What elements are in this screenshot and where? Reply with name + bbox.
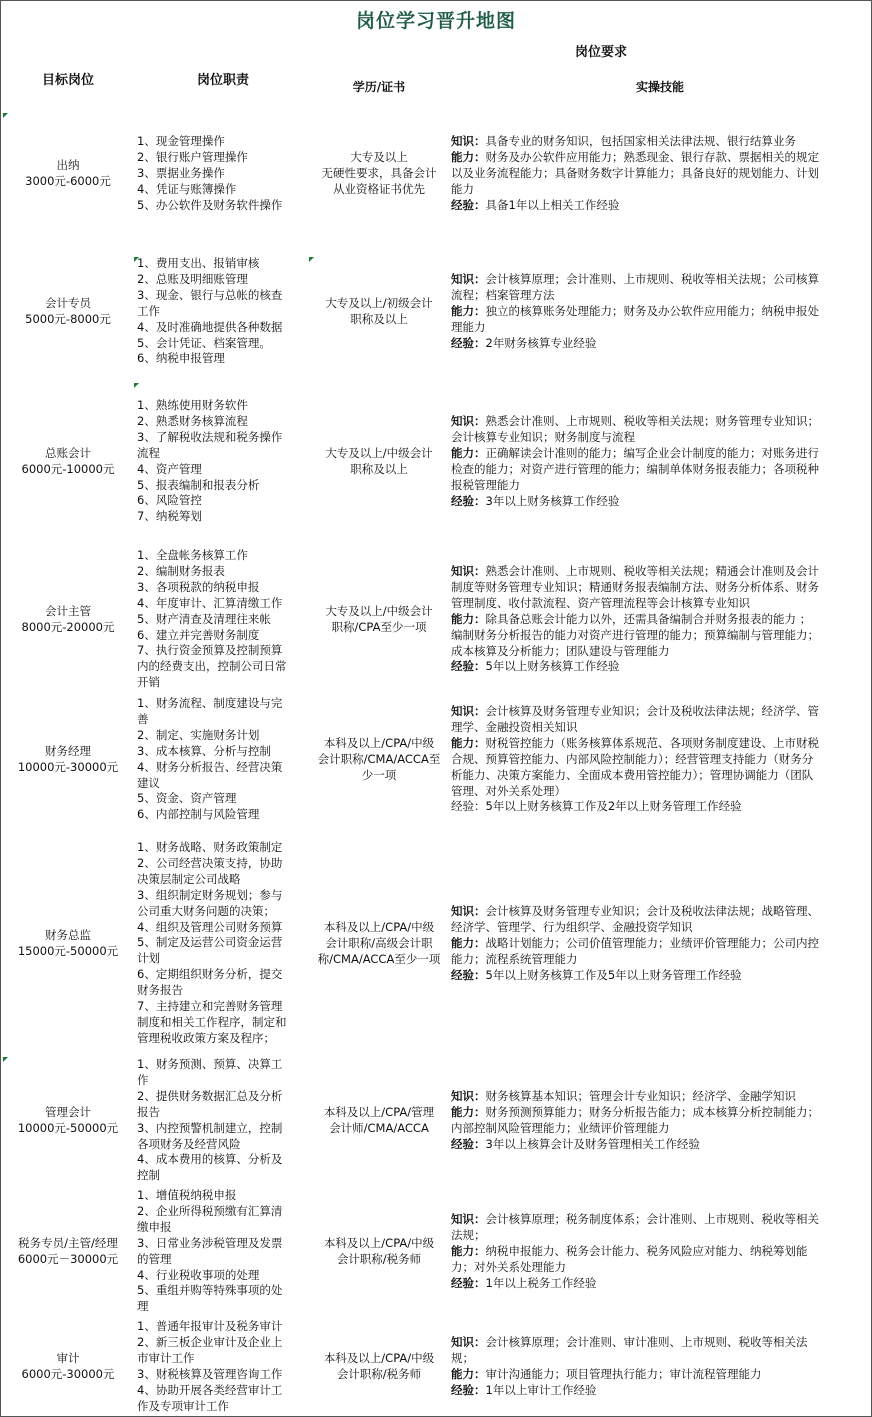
skill-line: [451, 936, 869, 952]
skill-label: 能力：: [451, 1243, 486, 1258]
header-education: 学历/证书: [352, 80, 406, 94]
skill-label: 能力：: [451, 303, 486, 318]
duty-line: 5、制定及运营公司资金运营: [137, 935, 283, 950]
duty-line: 1、费用支出、报销审核: [137, 256, 260, 270]
duty-line: 3、了解税收法规和税务操作: [137, 429, 283, 444]
skill-text: 能力: [451, 181, 474, 196]
skill-line: [451, 752, 869, 768]
skill-text: 会计核算及财务管理专业知识；会计及税收法律法规；经济学、管: [485, 704, 819, 718]
skill-text: 5年以上财务核算工作及5年以上财务管理工作经验: [485, 967, 742, 982]
skill-line: [451, 644, 869, 660]
duty-line: 3、现金、银行与总帐的核查: [137, 287, 283, 302]
duty-line: 5、报表编制和报表分析: [137, 477, 260, 492]
duty-line: 理: [137, 1299, 149, 1314]
skill-line: [451, 336, 869, 352]
education-line: 职称及以上: [350, 461, 408, 476]
duty-line: 工作: [137, 303, 160, 318]
education-line: 少一项: [361, 767, 397, 782]
skill-line: [451, 320, 869, 336]
position-cell: [1, 158, 135, 190]
skill-line: [451, 1089, 869, 1105]
skill-line: [451, 904, 869, 920]
skill-text: 3年以上核算会计及财务管理相关工作经验: [485, 1136, 700, 1151]
duty-line: 5、重组并购等特殊事项的处: [137, 1283, 283, 1298]
skill-line: [451, 272, 869, 288]
duty-line: 2、总账及明细账管理: [137, 271, 248, 286]
duty-line: 4、协助开展各类经营审计工: [137, 1382, 283, 1397]
duty-line: 2、公司经营决策支持，协助: [137, 855, 283, 870]
duty-line: 计划: [137, 951, 160, 966]
duty-line: 1、普通年报审计及税务审计: [137, 1319, 283, 1333]
position-cell: [1, 1105, 135, 1137]
header-requirements: 岗位要求: [574, 45, 627, 60]
header-skills: 实操技能: [635, 80, 684, 94]
skill-text: 会计核算原理；会计准则、审计准则、上市规则、税收等相关法: [485, 1335, 808, 1349]
skill-text: 3年以上财务核算工作经验: [485, 493, 620, 508]
position-salary: 10000元-50000元: [17, 1120, 119, 1135]
skill-line: [451, 414, 869, 430]
skill-text: 具备1年以上相关工作经验: [485, 197, 620, 212]
duty-line: 作及专项审计工作: [137, 1398, 229, 1413]
duty-line: 3、财税核算及管理咨询工作: [137, 1366, 283, 1381]
education-line: 会计职称/税务师: [336, 1251, 422, 1266]
position-cell: [1, 928, 135, 960]
education-cell: [311, 920, 447, 968]
skill-text: 独立的核算账务处理能力；财务及办公软件应用能力；纳税申报处: [485, 303, 819, 318]
skill-text: 检查的能力；对资产进行管理的能力；编制单体财务报表能力；各项税种: [451, 461, 819, 476]
duty-line: 财务报告: [137, 983, 183, 998]
education-line: 从业资格证书优先: [333, 181, 425, 196]
skill-text: 财务核算基本知识；管理会计专业知识；经济学、金融学知识: [485, 1089, 796, 1103]
skill-line: [451, 182, 869, 198]
education-line: 会计职称/高级会计职: [325, 935, 433, 950]
duty-line: 6、纳税申报管理: [137, 351, 225, 366]
skills-cell: [451, 1212, 869, 1292]
duty-line: 建议: [137, 775, 160, 790]
education-cell: [311, 1236, 447, 1268]
skill-text: 析能力、决策方案能力、全面成本费用管控能力）；管理协调能力（团队: [451, 767, 814, 782]
duty-line: 开销: [137, 675, 160, 690]
position-cell: [1, 1351, 135, 1383]
duty-line: 7、执行资金预算及控制预算: [137, 643, 283, 658]
duty-line: 5、财产清查及清理往来帐: [137, 611, 271, 626]
duty-line: 1、现金管理操作: [137, 134, 225, 148]
education-line: 无硬性要求，具备会计: [321, 165, 437, 180]
skills-cell: [451, 272, 869, 352]
skill-text: 会计核算及财务管理专业知识；会计及税收法律法规；战略管理、: [485, 904, 819, 918]
skill-text: 经验：5年以上财务核算工作及2年以上财务管理工作经验: [451, 799, 742, 814]
duty-line: 4、行业税收事项的处理: [137, 1267, 260, 1282]
duty-line: 3、内控预警机制建立，控制: [137, 1120, 283, 1135]
skill-line: [451, 612, 869, 628]
duty-line: 2、制定、实施财务计划: [137, 727, 260, 742]
job-row: [1, 696, 871, 824]
position-salary: 6000元-10000元: [21, 461, 115, 476]
duty-line: 5、资金、资产管理: [137, 791, 237, 806]
cell-marker-icon: [134, 383, 139, 388]
education-cell: [311, 736, 447, 784]
skill-text: 内部控制风险管理能力；业绩评价管理能力: [451, 1120, 670, 1135]
skill-label: 能力：: [451, 1366, 486, 1381]
duty-line: 1、财务流程、制度建设与完: [137, 696, 283, 710]
education-line: 大专及以上/中级会计: [325, 604, 433, 618]
skill-label: 知识：: [451, 134, 486, 148]
skill-label: 知识：: [451, 1089, 486, 1103]
duty-line: 4、组织及管理公司财务预算: [137, 919, 283, 934]
skills-cell: [451, 1335, 869, 1399]
job-row: [1, 1057, 871, 1185]
skill-text: 财务及办公软件应用能力；熟悉现金、银行存款、票据相关的规定: [485, 149, 819, 164]
skill-line: [451, 446, 869, 462]
skill-text: 熟悉会计准则、上市规则、税收等相关法规；精通会计准则及会计: [485, 564, 819, 578]
duty-line: 流程: [137, 445, 160, 460]
position-salary: 15000元-50000元: [17, 943, 119, 958]
education-line: 大专及以上: [350, 150, 408, 164]
education-line: 大专及以上/初级会计: [325, 296, 433, 310]
education-cell: [311, 150, 447, 198]
skill-text: 力；对外关系处理能力: [451, 1259, 566, 1274]
duties-cell: [137, 840, 309, 1047]
skill-label: 经验：: [451, 659, 486, 674]
skill-line: [451, 1121, 869, 1137]
duty-line: 2、企业所得税预缴有汇算清: [137, 1203, 283, 1218]
skill-line: [451, 478, 869, 494]
duties-cell: [137, 256, 309, 367]
education-line: 职称及以上: [350, 311, 408, 326]
skill-line: [451, 1335, 869, 1351]
job-row: [1, 253, 871, 371]
skill-line: [451, 768, 869, 784]
skill-label: 能力：: [451, 1104, 486, 1119]
duty-line: 3、各项税款的纳税申报: [137, 579, 260, 594]
skill-text: 合规、预算管控能力、内部风险控制能力）；经营管理支持能力（财务分: [451, 751, 814, 766]
skills-cell: [451, 134, 869, 214]
skill-line: [451, 920, 869, 936]
skill-label: 知识：: [451, 272, 486, 286]
skill-line: [451, 198, 869, 214]
position-salary: 3000元-6000元: [25, 173, 111, 188]
skill-line: [451, 1351, 869, 1367]
skill-line: [451, 134, 869, 150]
duty-line: 3、组织制定财务规划；参与: [137, 887, 283, 902]
position-cell: [1, 744, 135, 776]
education-cell: [311, 1105, 447, 1137]
position-name: 总账会计: [45, 446, 91, 460]
skill-line: [451, 462, 869, 478]
education-line: 本科及以上/CPA/管理: [323, 1105, 435, 1119]
duty-line: 管理税收政策方案及程序；: [137, 1030, 275, 1045]
duty-line: 4、成本费用的核算、分析及: [137, 1152, 283, 1167]
position-name: 审计: [56, 1351, 80, 1365]
skill-line: [451, 1260, 869, 1276]
skill-line: [451, 150, 869, 166]
skill-label: 能力：: [451, 611, 486, 626]
skill-text: 制度等财务管理专业知识；精通财务报表编制方法、财务分析体系、财务: [451, 579, 819, 594]
skill-line: [451, 968, 869, 984]
skill-label: 经验：: [451, 967, 486, 982]
duty-line: 1、全盘帐务核算工作: [137, 548, 248, 562]
skill-label: 能力：: [451, 735, 486, 750]
duty-line: 2、编制财务报表: [137, 563, 225, 578]
skill-text: 除具备总账会计能力以外，还需具备编制合并财务报表的能力 ；: [485, 611, 812, 626]
job-row: [1, 113, 871, 235]
skill-line: [451, 1212, 869, 1228]
position-cell: [1, 446, 135, 478]
position-name: 财务总监: [45, 928, 91, 942]
skill-text: 流程；档案管理方法: [451, 287, 555, 302]
skill-label: 能力：: [451, 935, 486, 950]
duty-line: 4、财务分析报告、经营决策: [137, 759, 283, 774]
duties-cell: [137, 696, 309, 823]
duty-line: 7、纳税筹划: [137, 509, 202, 524]
skill-line: [451, 596, 869, 612]
skill-line: [451, 1105, 869, 1121]
skill-text: 财税管控能力（账务核算体系规范、各项财务制度建设、上市财税: [485, 735, 819, 750]
skill-line: [451, 784, 869, 800]
skill-text: 法规；: [451, 1227, 486, 1242]
duty-line: 内的经费支出，控制公司日常: [137, 659, 287, 674]
duties-cell: [137, 398, 309, 525]
skill-line: [451, 564, 869, 580]
skill-text: 理能力: [451, 319, 486, 334]
duty-line: 7、主持建立和完善财务管理: [137, 999, 283, 1014]
skill-line: [451, 304, 869, 320]
position-salary: 5000元-8000元: [25, 311, 111, 326]
skill-text: 会计核算专业知识；财务制度与流程: [451, 429, 635, 444]
skill-label: 知识：: [451, 1212, 486, 1226]
skill-text: 经济学、管理学、行为组织学、金融投资学知识: [451, 919, 693, 934]
duty-line: 2、熟悉财务核算流程: [137, 413, 248, 428]
skill-text: 理学、金融投资相关知识: [451, 719, 578, 734]
skill-text: 会计核算原理；税务制度体系；会计准则、上市规则、税收等相关: [485, 1212, 819, 1226]
skill-line: [451, 1276, 869, 1292]
skill-text: 战略计划能力；公司价值管理能力；业绩评价管理能力；公司内控: [485, 935, 819, 950]
skill-line: [451, 659, 869, 675]
page-title: 岗位学习晋升地图: [355, 10, 516, 32]
education-cell: [311, 296, 447, 328]
duty-line: 4、年度审计、汇算清缴工作: [137, 595, 283, 610]
skills-cell: [451, 1089, 869, 1153]
duties-cell: [137, 1188, 309, 1315]
skill-line: [451, 799, 869, 815]
job-row: [1, 836, 871, 1051]
skills-cell: [451, 564, 869, 675]
skill-text: 报税管理能力: [451, 477, 520, 492]
duty-line: 市审计工作: [137, 1350, 195, 1365]
skill-label: 知识：: [451, 414, 486, 428]
duty-line: 善: [137, 711, 149, 726]
duty-line: 6、风险管控: [137, 493, 202, 508]
skill-text: 财务预测预算能力；财务分析报告能力；成本核算分析控制能力；: [485, 1104, 819, 1119]
duty-line: 各项财务及经营风险: [137, 1136, 241, 1151]
skill-label: 经验：: [451, 1136, 486, 1151]
position-name: 会计主管: [45, 604, 91, 618]
duty-line: 3、成本核算、分析与控制: [137, 743, 271, 758]
skill-line: [451, 736, 869, 752]
duty-line: 制度和相关工作程序，制定和: [137, 1014, 287, 1029]
skill-label: 经验：: [451, 1382, 486, 1397]
position-name: 出纳: [56, 158, 80, 172]
duties-cell: [137, 548, 309, 691]
skill-line: [451, 704, 869, 720]
skill-text: 正确解读会计准则的能力；编写企业会计制度的能力；对账务进行: [485, 445, 819, 460]
duties-cell: [137, 1319, 309, 1414]
skill-line: [451, 580, 869, 596]
skill-label: 知识：: [451, 564, 486, 578]
skill-line: [451, 1228, 869, 1244]
education-line: 本科及以上/CPA/中级: [323, 1236, 435, 1250]
position-name: 财务经理: [45, 744, 91, 758]
skill-label: 知识：: [451, 904, 486, 918]
job-row: [1, 1186, 871, 1318]
duty-line: 2、新三板企业审计及企业上: [137, 1334, 283, 1349]
education-cell: [311, 446, 447, 478]
job-row: [1, 1319, 871, 1415]
skill-line: [451, 288, 869, 304]
duty-line: 2、提供财务数据汇总及分析: [137, 1088, 283, 1103]
skill-text: 纳税申报能力、税务会计能力、税务风险应对能力、纳税筹划能: [485, 1243, 808, 1258]
position-salary: 10000元-30000元: [17, 759, 119, 774]
duties-cell: [137, 134, 309, 214]
skill-text: 管理制度、收付款流程、资产管理流程等会计核算专业知识: [451, 595, 750, 610]
skill-line: [451, 430, 869, 446]
skill-line: [451, 494, 869, 510]
skill-label: 经验：: [451, 335, 486, 350]
duty-line: 4、资产管理: [137, 461, 202, 476]
skill-text: 5年以上财务核算工作经验: [485, 659, 620, 674]
skill-text: 编制财务分析报告的能力对资产进行管理的能力；预算编制与管理能力；: [451, 627, 819, 642]
duty-line: 决策层制定公司战略: [137, 871, 241, 886]
skill-text: 规；: [451, 1350, 474, 1365]
education-cell: [311, 1351, 447, 1383]
duty-line: 1、财务预测、预算、决算工: [137, 1057, 283, 1071]
duty-line: 6、建立并完善财务制度: [137, 627, 260, 642]
skill-text: 2年财务核算专业经验: [485, 335, 597, 350]
duty-line: 5、办公软件及财务软件操作: [137, 197, 283, 212]
skills-cell: [451, 704, 869, 815]
skill-text: 能力；流程系统管理能力: [451, 951, 578, 966]
position-salary: 8000元-20000元: [21, 619, 115, 634]
skill-label: 知识：: [451, 1335, 486, 1349]
education-line: 本科及以上/CPA/中级: [323, 736, 435, 750]
job-row: [1, 546, 871, 694]
position-cell: [1, 1236, 135, 1268]
skill-text: 1年以上审计工作经验: [485, 1382, 597, 1397]
duty-line: 3、日常业务涉税管理及发票: [137, 1235, 283, 1250]
duty-line: 缴申报: [137, 1219, 172, 1234]
education-line: 会计师/CMA/ACCA: [329, 1120, 429, 1135]
education-line: 会计职称/税务师: [336, 1366, 422, 1381]
education-line: 本科及以上/CPA/中级: [323, 920, 435, 934]
duty-line: 1、增值税纳税申报: [137, 1188, 237, 1202]
skill-text: 审计沟通能力；项目管理执行能力；审计流程管理能力: [485, 1366, 762, 1381]
skill-line: [451, 1244, 869, 1260]
skill-line: [451, 166, 869, 182]
position-name: 管理会计: [45, 1105, 91, 1119]
header-position: 目标岗位: [41, 73, 94, 88]
skill-label: 经验：: [451, 197, 486, 212]
skill-label: 经验：: [451, 1275, 486, 1290]
skill-line: [451, 1137, 869, 1153]
skill-label: 经验：: [451, 493, 486, 508]
duty-line: 报告: [137, 1104, 160, 1119]
education-line: 称/CMA/ACCA至少一项: [317, 951, 441, 966]
position-cell: [1, 296, 135, 328]
duty-line: 作: [137, 1072, 149, 1087]
skill-label: 知识：: [451, 704, 486, 718]
skills-cell: [451, 904, 869, 984]
skills-cell: [451, 414, 869, 509]
skill-text: 成本核算及分析能力；团队建设与管理能力: [451, 643, 670, 658]
skill-line: [451, 1367, 869, 1383]
skill-text: 会计核算原理；会计准则、上市规则、税收等相关法规；公司核算: [485, 272, 819, 286]
skill-text: 以及业务流程能力；具备财务数字计算能力；具备良好的规划能力、计划: [451, 165, 819, 180]
duty-line: 1、财务战略、财务政策制定: [137, 840, 283, 854]
duty-line: 的管理: [137, 1251, 172, 1266]
duty-line: 控制: [137, 1168, 160, 1183]
job-row: [1, 395, 871, 529]
position-name: 税务专员/主管/经理: [18, 1236, 118, 1250]
education-line: 本科及以上/CPA/中级: [323, 1351, 435, 1365]
skill-text: 1年以上税务工作经验: [485, 1275, 597, 1290]
skill-label: 能力：: [451, 149, 486, 164]
education-line: 大专及以上/中级会计: [325, 446, 433, 460]
duty-line: 4、及时准确地提供各种数据: [137, 319, 283, 334]
duties-cell: [137, 1057, 309, 1184]
skill-line: [451, 720, 869, 736]
position-name: 会计专员: [45, 296, 91, 310]
duty-line: 公司重大财务问题的决策；: [137, 903, 275, 918]
skill-line: [451, 1383, 869, 1399]
skill-text: 管理、对外关系处理）: [451, 783, 566, 798]
header-duties: 岗位职责: [196, 73, 249, 88]
position-salary: 6000元-30000元: [21, 1366, 115, 1381]
duty-line: 5、会计凭证、档案管理。: [137, 335, 271, 350]
position-cell: [1, 604, 135, 636]
duty-line: 4、凭证与账簿操作: [137, 181, 237, 196]
duty-line: 6、内部控制与风险管理: [137, 807, 260, 822]
skill-line: [451, 628, 869, 644]
education-line: 职称/CPA至少一项: [331, 619, 427, 634]
duty-line: 6、定期组织财务分析，提交: [137, 967, 283, 982]
position-salary: 6000元－30000元: [17, 1251, 119, 1266]
duty-line: 1、熟练使用财务软件: [137, 398, 248, 412]
skill-label: 能力：: [451, 445, 486, 460]
education-cell: [311, 604, 447, 636]
skill-line: [451, 952, 869, 968]
skill-text: 熟悉会计准则、上市规则、税收等相关法规；财务管理专业知识；: [485, 414, 819, 428]
education-line: 会计职称/CMA/ACCA至: [317, 751, 441, 766]
duty-line: 3、票据业务操作: [137, 165, 225, 180]
duty-line: 2、银行账户管理操作: [137, 149, 248, 164]
skill-text: 具备专业的财务知识，包括国家相关法律法规、银行结算业务: [485, 134, 796, 148]
